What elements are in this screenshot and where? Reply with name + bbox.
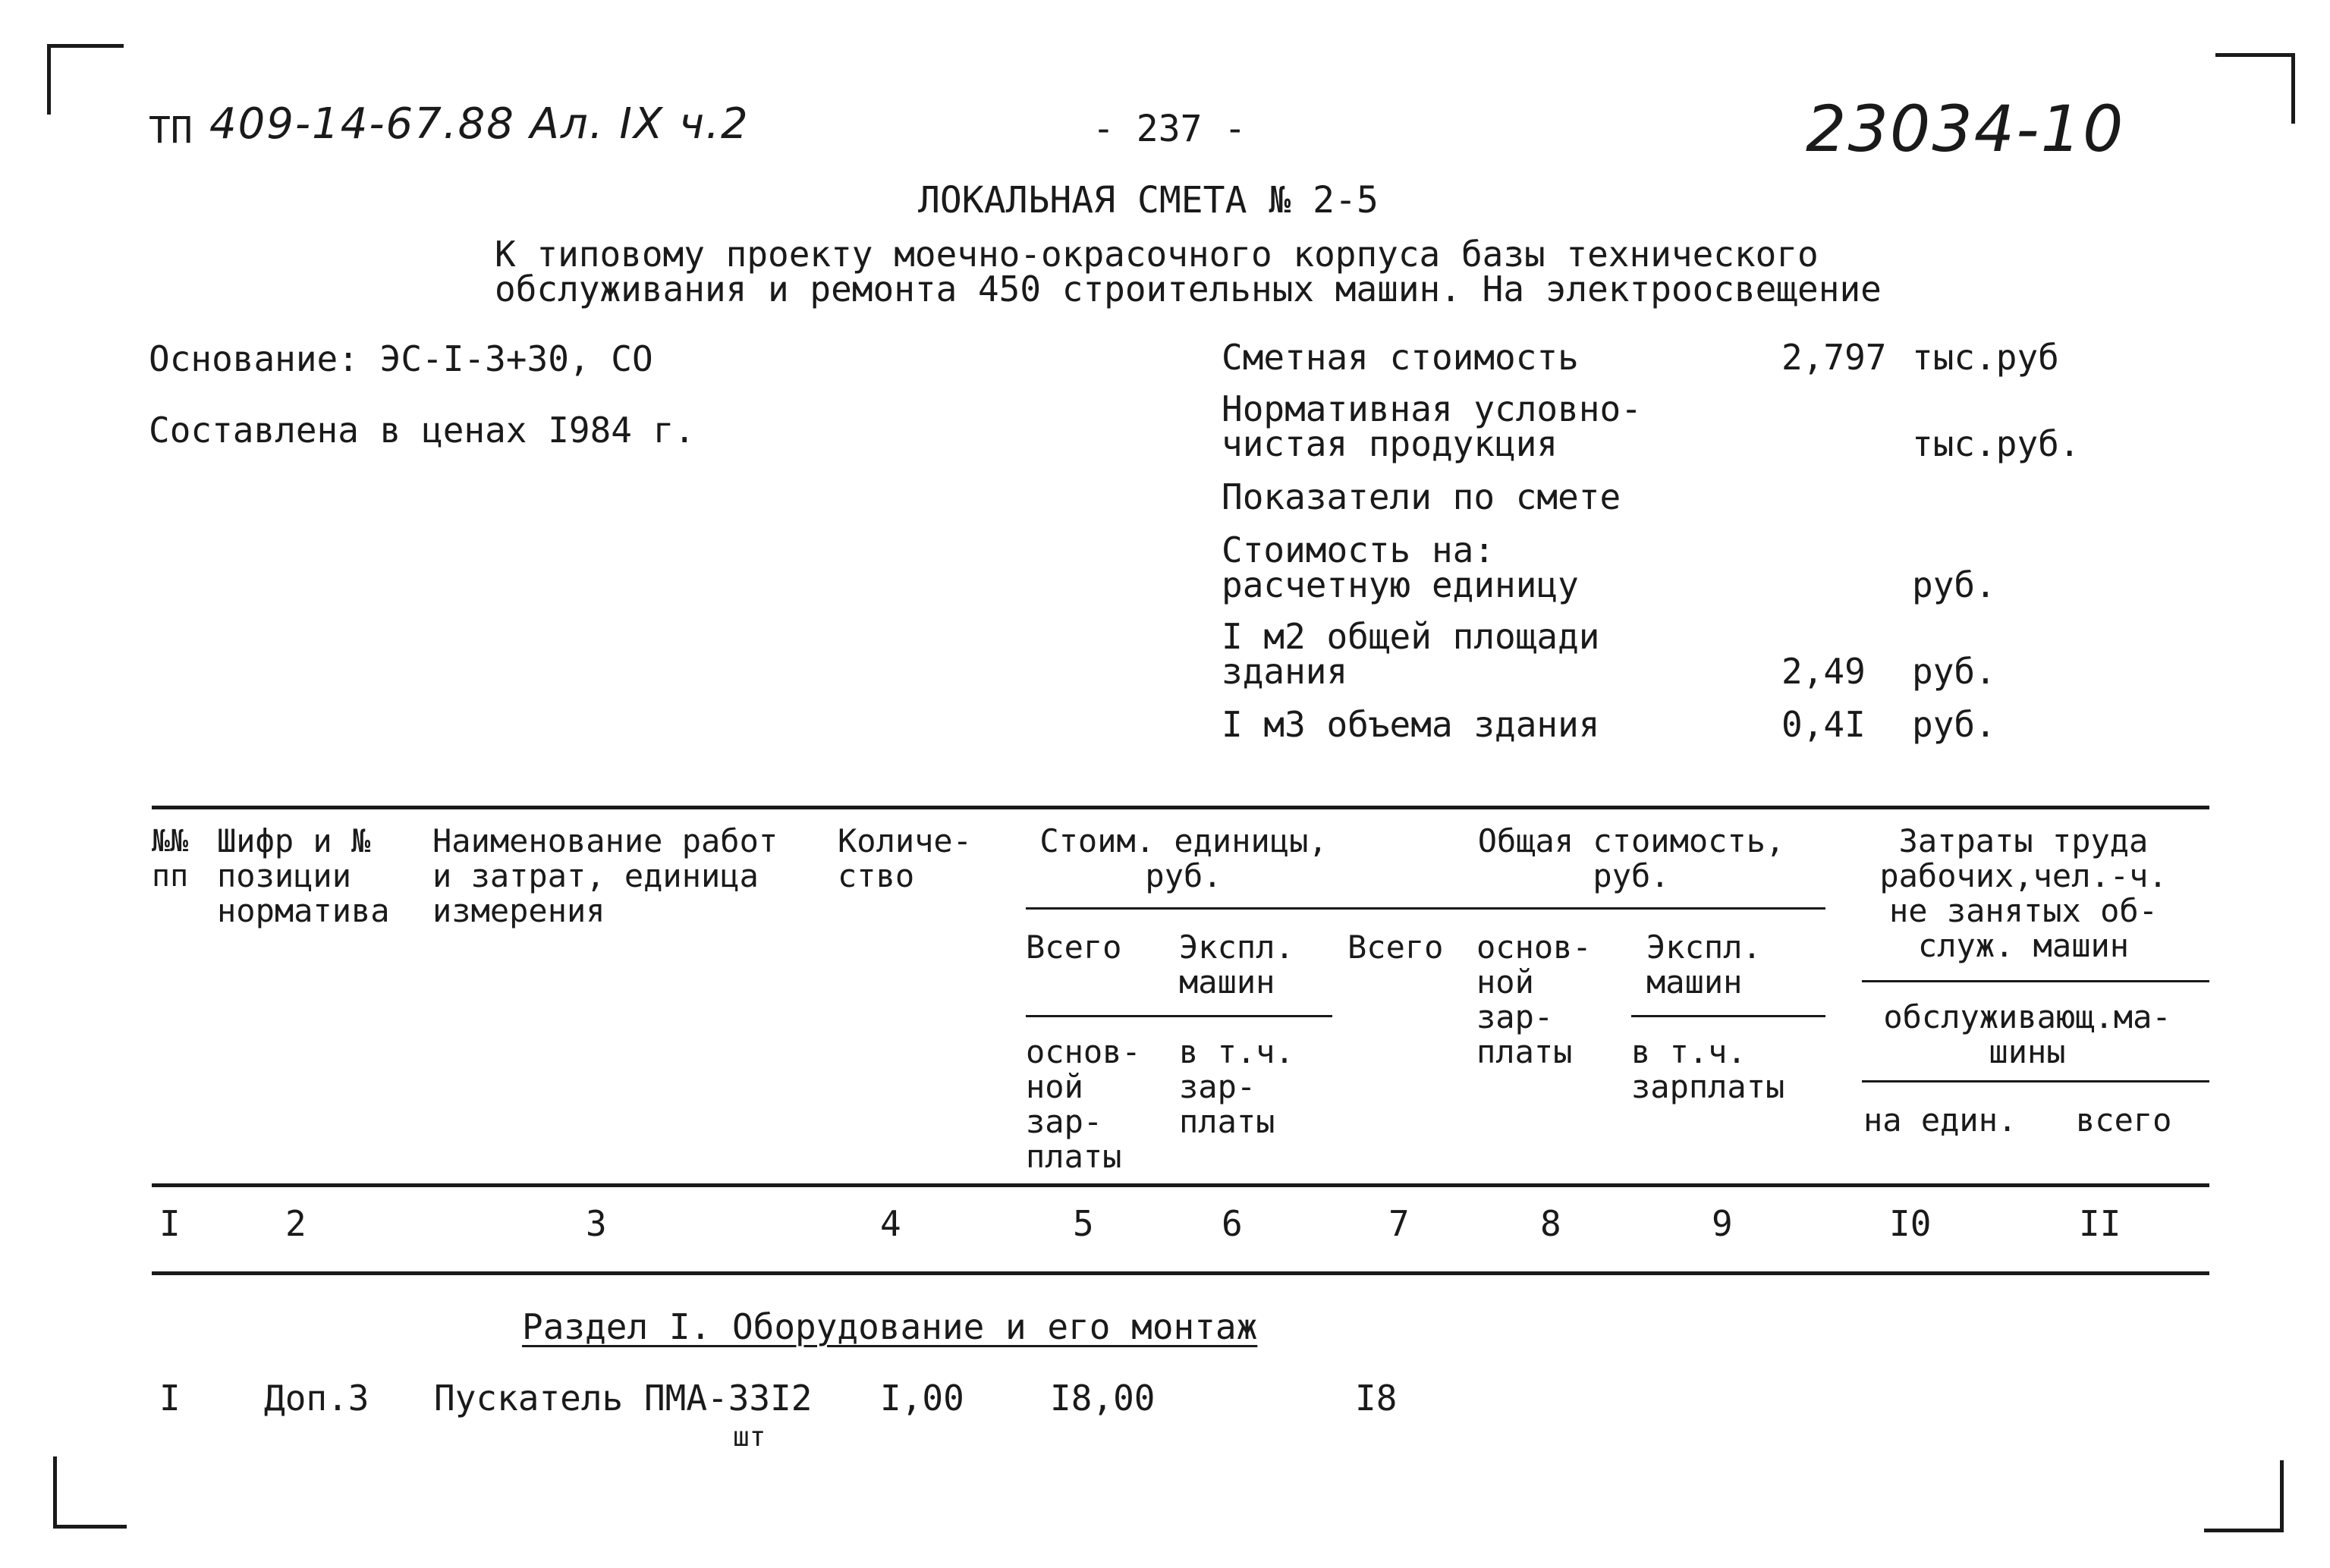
tp-code-handwritten: 409-14-67.88 Ал. IX ч.2 — [209, 99, 750, 149]
indicator-unit: руб. — [1912, 564, 1996, 605]
doc-number-handwritten: 23034-10 — [1806, 92, 2125, 166]
estimate-title: ЛОКАЛЬНАЯ СМЕТА № 2-5 — [918, 179, 1379, 222]
estimate-subtitle-line-1: К типовому проекту моечно-окрасочного корпуса базы технического — [495, 234, 1819, 275]
header-bottom-rule — [152, 1183, 2209, 1187]
column-number: I0 — [1889, 1203, 1932, 1244]
header-col11-total: всего — [2076, 1101, 2172, 1139]
indicator-value: 2,49 — [1781, 651, 1866, 692]
corner-mark-top-right — [2215, 53, 2295, 124]
page-number: - 237 - — [1093, 108, 1247, 150]
header-col7-total: Всего — [1347, 929, 1444, 966]
header-col5-base-wage: основ- ной зар- платы — [1026, 1033, 1141, 1175]
corner-mark-bottom-right — [2204, 1460, 2284, 1532]
header-total-cost-group: Общая стоимость, руб. — [1477, 822, 1785, 894]
header-row-number: №№ пп — [152, 824, 189, 894]
header-col9-incl-wage: в т.ч. зарплаты — [1631, 1033, 1785, 1105]
table-top-rule — [152, 806, 2209, 809]
corner-mark-top-left — [47, 44, 124, 115]
column-number: 2 — [285, 1203, 307, 1244]
column-numbers-bottom-rule — [152, 1271, 2209, 1275]
row-number: I — [159, 1378, 181, 1419]
header-col10-per-unit: на един. — [1863, 1101, 2017, 1139]
column-number: I — [159, 1203, 181, 1244]
corner-mark-bottom-left — [53, 1456, 127, 1529]
column-number: 8 — [1540, 1203, 1561, 1244]
indicator-unit: руб. — [1912, 704, 1996, 745]
indicator-label: I м2 общей площади здания — [1222, 616, 1600, 692]
column-number: 9 — [1712, 1203, 1733, 1244]
header-labor-group: Затраты труда рабочих,чел.-ч. не занятых об- служ. машин — [1879, 822, 2168, 964]
prices-year-text: Составлена в ценах I984 г. — [149, 410, 696, 451]
column-number: 5 — [1073, 1203, 1094, 1244]
row-unit: шт — [733, 1422, 766, 1453]
header-col5-total: Всего — [1026, 929, 1122, 966]
row-code: Доп.3 — [264, 1378, 369, 1419]
section-title: Раздел I. Оборудование и его монтаж — [522, 1306, 1258, 1347]
labor-group-rule — [1862, 980, 2209, 982]
header-code: Шифр и № позиции норматива — [217, 822, 390, 929]
indicator-value: 0,4I — [1781, 704, 1866, 745]
labor-sub-rule — [1862, 1080, 2209, 1083]
row-unit-total: I8,00 — [1050, 1378, 1156, 1419]
row-quantity: I,00 — [880, 1378, 964, 1419]
indicator-label: Сметная стоимость — [1222, 337, 1579, 378]
header-col8-base-wage: основ- ной зар- платы — [1476, 929, 1592, 1070]
header-quantity: Количе- ство — [838, 822, 973, 894]
row-name: Пускатель ПМА-33I2 — [434, 1378, 813, 1419]
tp-prefix: ТП — [149, 109, 193, 152]
header-unit-cost-group: Стоим. единицы, руб. — [1039, 822, 1328, 894]
indicator-unit: тыс.руб — [1912, 337, 2059, 378]
basis-text: Основание: ЭС-I-3+30, СО — [149, 338, 653, 379]
column-number: 4 — [880, 1203, 901, 1244]
col5-6-sub-rule — [1026, 1015, 1332, 1017]
header-labor-sub: обслуживающ.ма- шины — [1883, 998, 2171, 1070]
indicator-label: Стоимость на: расчетную единицу — [1222, 529, 1579, 605]
header-col9-machines: Экспл. машин — [1646, 929, 1762, 1001]
column-number: 7 — [1388, 1203, 1410, 1244]
column-number: II — [2079, 1203, 2121, 1244]
header-work-name: Наименование работ и затрат, единица измерения — [432, 822, 778, 929]
header-col6-incl-wage: в т.ч. зар- платы — [1179, 1033, 1294, 1140]
header-col6-machines: Экспл. машин — [1179, 929, 1294, 1001]
indicator-label: Показатели по смете — [1222, 476, 1621, 517]
column-number: 3 — [586, 1203, 607, 1244]
indicator-unit: руб. — [1912, 651, 1996, 692]
unit-cost-group-rule — [1026, 907, 1825, 910]
col9-sub-rule — [1631, 1015, 1825, 1017]
indicator-label: I м3 объема здания — [1222, 704, 1600, 745]
estimate-subtitle-line-2: обслуживания и ремонта 450 строительных машин. На электроосвещение — [495, 269, 1882, 310]
indicator-value: 2,797 — [1781, 337, 1887, 378]
column-number: 6 — [1222, 1203, 1243, 1244]
indicator-unit: тыс.руб. — [1912, 423, 2080, 464]
indicator-label: Нормативная условно- чистая продукция — [1222, 388, 1642, 464]
row-total: I8 — [1355, 1378, 1398, 1419]
